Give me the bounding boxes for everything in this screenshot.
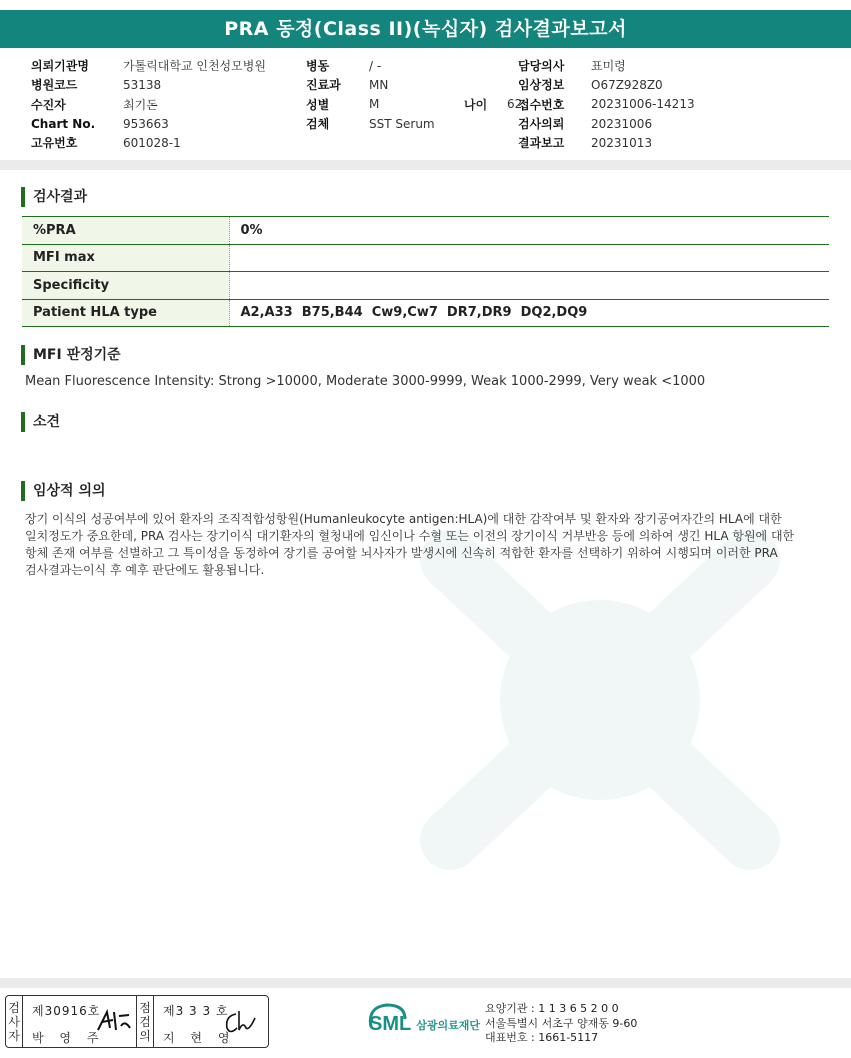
- org-contact-info: [485, 1002, 637, 1046]
- info-label: 성별: [306, 97, 330, 112]
- info-label: 검체: [306, 117, 330, 132]
- result-key: Patient HLA type: [22, 299, 229, 327]
- header-divider: [0, 160, 851, 170]
- reviewer-license-no: 제3 3 3 호: [163, 1004, 229, 1018]
- info-row: [306, 114, 522, 133]
- reviewer-signature-icon: [222, 1008, 258, 1036]
- info-value: 20231006: [591, 116, 653, 131]
- info-value: 표미령: [591, 59, 626, 74]
- info-value: 가톨릭대학교 인천성모병원: [123, 59, 266, 74]
- info-row: [31, 133, 266, 152]
- info-label: Chart No.: [31, 116, 96, 131]
- signature-box: [5, 995, 269, 1048]
- info-value: MN: [369, 77, 389, 92]
- reviewer-label-char: 의: [139, 1028, 151, 1043]
- reviewer-vertical-label: [137, 996, 154, 1047]
- result-value: 0%: [229, 217, 829, 245]
- info-value: 최기돈: [123, 97, 158, 112]
- info-label: 결과보고: [518, 136, 565, 151]
- clinical-line: 항체 존재 여부를 선별하고 그 특이성을 동정하여 장기를 공여할 뇌사자가 발생시에 신속히 적합한 환자를 선택하기 위하여 시행되며 이러한 PRA: [25, 546, 778, 560]
- info-value: 20231006-14213: [591, 97, 695, 112]
- patient-info-col1: [31, 56, 266, 152]
- info-value: M: [369, 97, 380, 112]
- clinical-line: 검사결과는이식 후 예후 판단에도 활용됩니다.: [25, 563, 265, 577]
- info-row: [31, 95, 266, 114]
- info-row: [31, 56, 266, 75]
- table-row: [22, 299, 829, 327]
- info-label: 의뢰기관명: [31, 59, 89, 74]
- org-info-line: 대표번호 : 1661-5117: [485, 1031, 599, 1044]
- info-label: 담당의사: [518, 59, 565, 74]
- info-row: [306, 95, 522, 114]
- info-label: 병원코드: [31, 78, 78, 93]
- sml-logo: [365, 1001, 480, 1041]
- info-row: [31, 75, 266, 94]
- sml-logo-text: SML: [369, 1012, 412, 1035]
- info-row: [518, 75, 695, 94]
- section-title-mfi: MFI 판정기준: [21, 345, 121, 365]
- info-label: 임상정보: [518, 78, 565, 93]
- result-value: [229, 244, 829, 272]
- examiner-name: 박 영 주: [32, 1031, 105, 1045]
- examiner-signature-icon: [95, 1006, 133, 1036]
- examiner-vertical-label: [6, 996, 23, 1047]
- examiner-label-char: 검: [8, 1000, 20, 1015]
- reviewer-label-char: 검: [139, 1014, 151, 1029]
- section-title-opinion: 소견: [21, 412, 60, 432]
- info-row: [306, 75, 522, 94]
- section-title-clinical: 임상적 의의: [21, 481, 106, 501]
- age-label: 나이: [464, 97, 488, 112]
- result-key: MFI max: [22, 244, 229, 272]
- reviewer-label-char: 점: [139, 1000, 151, 1015]
- org-info-line: 요양기관 : 1 1 3 6 5 2 0 0: [485, 1002, 619, 1015]
- info-label: 접수번호: [518, 97, 565, 112]
- section-title-results: 검사결과: [21, 187, 87, 207]
- report-title: PRA 동정(Class II)(녹십자) 검사결과보고서: [0, 10, 851, 48]
- info-row: [518, 133, 695, 152]
- info-value: O67Z928Z0: [591, 77, 663, 92]
- info-value: 53138: [123, 77, 162, 92]
- table-row: [22, 217, 829, 245]
- info-row: [518, 95, 695, 114]
- examiner-label-char: 사: [8, 1014, 20, 1029]
- info-label: 병동: [306, 59, 330, 74]
- mfi-criteria-text: Mean Fluorescence Intensity: Strong >10000, Moderate 3000-9999, Weak 1000-2999, Very weak <1000: [25, 374, 706, 389]
- table-row: [22, 244, 829, 272]
- info-label: 검사의뢰: [518, 117, 565, 132]
- clinical-line: 일치정도가 중요한데, PRA 검사는 장기이식 대기환자의 혈청내에 임신이나 수혈 또는 이전의 장기이식 거부반응 등에 의하여 생긴 HLA 항원에 대한: [25, 529, 795, 543]
- table-row: [22, 272, 829, 300]
- info-row: [31, 114, 266, 133]
- results-table: [22, 216, 829, 327]
- result-key: Specificity: [22, 272, 229, 300]
- info-row: [518, 114, 695, 133]
- examiner-label-char: 자: [8, 1028, 20, 1043]
- info-value: SST Serum: [369, 116, 435, 131]
- examiner-license-no: 제30916호: [32, 1004, 101, 1018]
- clinical-significance-text: [25, 511, 815, 579]
- info-label: 진료과: [306, 78, 341, 93]
- info-label: 고유번호: [31, 136, 78, 151]
- info-label: 수진자: [31, 97, 66, 112]
- info-value: 953663: [123, 116, 169, 131]
- reviewer-cell: [154, 996, 264, 1047]
- footer-divider: [0, 978, 851, 988]
- patient-info-col3: [518, 56, 695, 152]
- result-value: [229, 272, 829, 300]
- org-info-line: 서울특별시 서초구 양재동 9-60: [485, 1016, 638, 1030]
- age-value: 62: [507, 97, 523, 112]
- info-value: / -: [369, 58, 382, 73]
- reviewer-name: 지 현 영: [163, 1031, 236, 1045]
- info-row: [518, 56, 695, 75]
- result-value: A2,A33 B75,B44 Cw9,Cw7 DR7,DR9 DQ2,DQ9: [229, 299, 829, 327]
- org-name: 삼광의료재단: [416, 1019, 480, 1032]
- examiner-cell: [23, 996, 137, 1047]
- clinical-line: 장기 이식의 성공여부에 있어 환자의 조직적합성항원(Humanleukocyte antigen:HLA)에 대한 감작여부 및 환자와 장기공여자간의 HLA에 대한: [25, 512, 782, 526]
- result-key: %PRA: [22, 217, 229, 245]
- info-value: 601028-1: [123, 135, 181, 150]
- patient-info-col2: [306, 56, 522, 133]
- info-row: [306, 56, 522, 75]
- info-value: 20231013: [591, 135, 653, 150]
